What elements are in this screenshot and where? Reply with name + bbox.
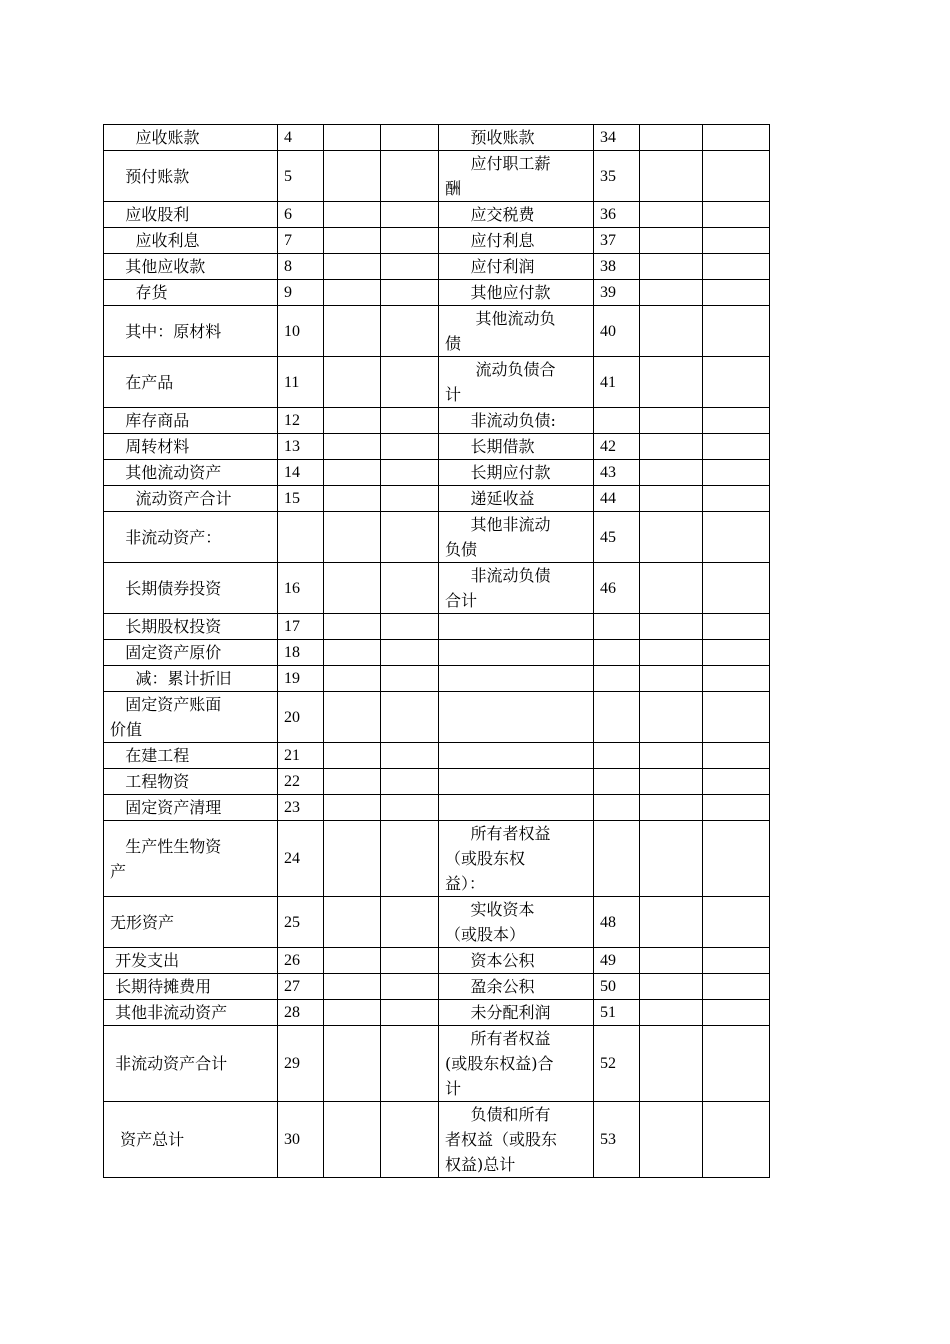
left-line-cell: 21 bbox=[278, 743, 324, 769]
right-year-end-cell bbox=[640, 974, 703, 1000]
right-year-end-cell bbox=[640, 743, 703, 769]
left-line-cell: 20 bbox=[278, 692, 324, 743]
right-year-start-cell bbox=[703, 125, 770, 151]
right-item-cell: 预收账款 bbox=[439, 125, 594, 151]
right-line-cell bbox=[594, 408, 640, 434]
right-item-cell bbox=[439, 614, 594, 640]
left-year-end-cell bbox=[324, 1102, 381, 1178]
right-year-end-cell bbox=[640, 254, 703, 280]
right-year-start-cell bbox=[703, 151, 770, 202]
right-year-start-cell bbox=[703, 1102, 770, 1178]
left-year-start-cell bbox=[381, 1102, 439, 1178]
left-item-cell: 固定资产账面 价值 bbox=[104, 692, 278, 743]
left-item-cell: 流动资产合计 bbox=[104, 486, 278, 512]
right-line-cell: 36 bbox=[594, 202, 640, 228]
left-year-start-cell bbox=[381, 125, 439, 151]
left-line-cell: 8 bbox=[278, 254, 324, 280]
right-year-end-cell bbox=[640, 795, 703, 821]
right-item-cell: 递延收益 bbox=[439, 486, 594, 512]
right-year-start-cell bbox=[703, 306, 770, 357]
table-row bbox=[104, 306, 770, 357]
right-year-end-cell bbox=[640, 486, 703, 512]
right-item-cell: 非流动负债 合计 bbox=[439, 563, 594, 614]
right-line-cell: 41 bbox=[594, 357, 640, 408]
left-year-end-cell bbox=[324, 408, 381, 434]
left-item-cell: 其他非流动资产 bbox=[104, 1000, 278, 1026]
left-line-cell: 12 bbox=[278, 408, 324, 434]
right-line-cell: 46 bbox=[594, 563, 640, 614]
left-line-cell: 10 bbox=[278, 306, 324, 357]
right-year-start-cell bbox=[703, 795, 770, 821]
left-line-cell: 7 bbox=[278, 228, 324, 254]
left-year-start-cell bbox=[381, 280, 439, 306]
right-item-cell: 未分配利润 bbox=[439, 1000, 594, 1026]
right-line-cell bbox=[594, 692, 640, 743]
left-line-cell: 19 bbox=[278, 666, 324, 692]
right-item-cell: 长期借款 bbox=[439, 434, 594, 460]
right-year-end-cell bbox=[640, 769, 703, 795]
table-row bbox=[104, 974, 770, 1000]
left-year-end-cell bbox=[324, 640, 381, 666]
right-item-cell: 应交税费 bbox=[439, 202, 594, 228]
left-year-start-cell bbox=[381, 151, 439, 202]
right-line-cell: 35 bbox=[594, 151, 640, 202]
right-year-end-cell bbox=[640, 151, 703, 202]
table-row bbox=[104, 280, 770, 306]
left-year-start-cell bbox=[381, 614, 439, 640]
right-item-cell: 负债和所有 者权益（或股东 权益)总计 bbox=[439, 1102, 594, 1178]
left-line-cell: 5 bbox=[278, 151, 324, 202]
left-year-start-cell bbox=[381, 434, 439, 460]
right-year-start-cell bbox=[703, 280, 770, 306]
right-item-cell: 流动负债合 计 bbox=[439, 357, 594, 408]
left-year-end-cell bbox=[324, 512, 381, 563]
left-item-cell: 固定资产清理 bbox=[104, 795, 278, 821]
left-year-start-cell bbox=[381, 948, 439, 974]
left-item-cell: 生产性生物资 产 bbox=[104, 821, 278, 897]
left-item-cell: 长期待摊费用 bbox=[104, 974, 278, 1000]
left-line-cell: 17 bbox=[278, 614, 324, 640]
left-year-end-cell bbox=[324, 795, 381, 821]
left-year-start-cell bbox=[381, 202, 439, 228]
right-year-end-cell bbox=[640, 614, 703, 640]
right-year-start-cell bbox=[703, 666, 770, 692]
right-year-end-cell bbox=[640, 512, 703, 563]
right-item-cell bbox=[439, 795, 594, 821]
left-item-cell: 存货 bbox=[104, 280, 278, 306]
right-year-start-cell bbox=[703, 769, 770, 795]
left-line-cell: 14 bbox=[278, 460, 324, 486]
right-line-cell: 42 bbox=[594, 434, 640, 460]
left-item-cell: 库存商品 bbox=[104, 408, 278, 434]
left-year-end-cell bbox=[324, 151, 381, 202]
left-year-start-cell bbox=[381, 1026, 439, 1102]
left-line-cell: 11 bbox=[278, 357, 324, 408]
right-item-cell: 非流动负债: bbox=[439, 408, 594, 434]
left-year-end-cell bbox=[324, 974, 381, 1000]
left-item-cell: 预付账款 bbox=[104, 151, 278, 202]
table-row bbox=[104, 692, 770, 743]
right-item-cell: 应付职工薪 酬 bbox=[439, 151, 594, 202]
right-item-cell bbox=[439, 666, 594, 692]
right-year-end-cell bbox=[640, 640, 703, 666]
left-item-cell: 应收账款 bbox=[104, 125, 278, 151]
right-year-start-cell bbox=[703, 897, 770, 948]
left-year-end-cell bbox=[324, 1000, 381, 1026]
right-line-cell: 51 bbox=[594, 1000, 640, 1026]
left-year-start-cell bbox=[381, 640, 439, 666]
right-year-start-cell bbox=[703, 948, 770, 974]
right-line-cell: 37 bbox=[594, 228, 640, 254]
left-year-start-cell bbox=[381, 769, 439, 795]
table-row bbox=[104, 357, 770, 408]
left-year-end-cell bbox=[324, 306, 381, 357]
right-line-cell: 38 bbox=[594, 254, 640, 280]
left-year-end-cell bbox=[324, 434, 381, 460]
left-year-start-cell bbox=[381, 743, 439, 769]
right-year-start-cell bbox=[703, 434, 770, 460]
table-row bbox=[104, 1102, 770, 1178]
right-year-end-cell bbox=[640, 125, 703, 151]
left-item-cell: 固定资产原价 bbox=[104, 640, 278, 666]
left-item-cell: 开发支出 bbox=[104, 948, 278, 974]
right-year-start-cell bbox=[703, 512, 770, 563]
right-year-end-cell bbox=[640, 460, 703, 486]
table-body bbox=[104, 125, 770, 1178]
table-row bbox=[104, 948, 770, 974]
left-year-end-cell bbox=[324, 563, 381, 614]
right-item-cell: 资本公积 bbox=[439, 948, 594, 974]
right-year-end-cell bbox=[640, 306, 703, 357]
table-row bbox=[104, 640, 770, 666]
right-year-start-cell bbox=[703, 640, 770, 666]
left-line-cell: 30 bbox=[278, 1102, 324, 1178]
right-line-cell bbox=[594, 795, 640, 821]
left-item-cell: 应收利息 bbox=[104, 228, 278, 254]
left-year-start-cell bbox=[381, 512, 439, 563]
right-year-start-cell bbox=[703, 254, 770, 280]
table-row bbox=[104, 666, 770, 692]
left-year-start-cell bbox=[381, 692, 439, 743]
left-year-end-cell bbox=[324, 202, 381, 228]
left-year-end-cell bbox=[324, 228, 381, 254]
left-year-end-cell bbox=[324, 486, 381, 512]
table-row bbox=[104, 228, 770, 254]
left-line-cell: 18 bbox=[278, 640, 324, 666]
right-line-cell: 43 bbox=[594, 460, 640, 486]
right-year-start-cell bbox=[703, 1000, 770, 1026]
right-item-cell: 其他应付款 bbox=[439, 280, 594, 306]
right-year-end-cell bbox=[640, 280, 703, 306]
right-year-end-cell bbox=[640, 563, 703, 614]
right-year-end-cell bbox=[640, 821, 703, 897]
right-line-cell bbox=[594, 821, 640, 897]
table-row bbox=[104, 769, 770, 795]
right-line-cell: 49 bbox=[594, 948, 640, 974]
left-item-cell: 资产总计 bbox=[104, 1102, 278, 1178]
right-year-end-cell bbox=[640, 1102, 703, 1178]
left-line-cell: 26 bbox=[278, 948, 324, 974]
right-year-end-cell bbox=[640, 228, 703, 254]
left-item-cell: 其中：原材料 bbox=[104, 306, 278, 357]
left-year-end-cell bbox=[324, 743, 381, 769]
right-year-start-cell bbox=[703, 563, 770, 614]
right-item-cell bbox=[439, 640, 594, 666]
left-line-cell: 25 bbox=[278, 897, 324, 948]
right-year-start-cell bbox=[703, 486, 770, 512]
right-year-start-cell bbox=[703, 614, 770, 640]
left-year-end-cell bbox=[324, 1026, 381, 1102]
left-year-end-cell bbox=[324, 692, 381, 743]
left-year-start-cell bbox=[381, 460, 439, 486]
right-year-start-cell bbox=[703, 408, 770, 434]
left-item-cell: 减：累计折旧 bbox=[104, 666, 278, 692]
left-line-cell: 23 bbox=[278, 795, 324, 821]
table-row bbox=[104, 1026, 770, 1102]
left-item-cell: 长期股权投资 bbox=[104, 614, 278, 640]
left-year-start-cell bbox=[381, 897, 439, 948]
right-item-cell: 所有者权益 （或股东权 益）： bbox=[439, 821, 594, 897]
right-line-cell: 34 bbox=[594, 125, 640, 151]
right-item-cell: 所有者权益 (或股东权益)合 计 bbox=[439, 1026, 594, 1102]
right-line-cell: 53 bbox=[594, 1102, 640, 1178]
right-item-cell: 其他流动负 债 bbox=[439, 306, 594, 357]
left-item-cell: 其他应收款 bbox=[104, 254, 278, 280]
table-row bbox=[104, 486, 770, 512]
left-year-end-cell bbox=[324, 254, 381, 280]
right-year-end-cell bbox=[640, 434, 703, 460]
left-year-start-cell bbox=[381, 254, 439, 280]
left-year-start-cell bbox=[381, 408, 439, 434]
left-year-start-cell bbox=[381, 563, 439, 614]
left-line-cell: 22 bbox=[278, 769, 324, 795]
left-year-end-cell bbox=[324, 897, 381, 948]
left-year-end-cell bbox=[324, 460, 381, 486]
balance-sheet-table bbox=[103, 124, 770, 1178]
table-row bbox=[104, 1000, 770, 1026]
left-line-cell: 13 bbox=[278, 434, 324, 460]
table-row bbox=[104, 897, 770, 948]
right-year-start-cell bbox=[703, 692, 770, 743]
left-year-start-cell bbox=[381, 228, 439, 254]
left-line-cell: 29 bbox=[278, 1026, 324, 1102]
right-item-cell: 应付利润 bbox=[439, 254, 594, 280]
right-line-cell: 40 bbox=[594, 306, 640, 357]
right-year-end-cell bbox=[640, 692, 703, 743]
right-year-start-cell bbox=[703, 228, 770, 254]
right-year-end-cell bbox=[640, 897, 703, 948]
left-year-start-cell bbox=[381, 974, 439, 1000]
table-row bbox=[104, 125, 770, 151]
table-row bbox=[104, 821, 770, 897]
right-year-end-cell bbox=[640, 666, 703, 692]
table-row bbox=[104, 408, 770, 434]
right-year-end-cell bbox=[640, 1000, 703, 1026]
right-year-start-cell bbox=[703, 743, 770, 769]
right-item-cell: 其他非流动 负债 bbox=[439, 512, 594, 563]
left-line-cell: 15 bbox=[278, 486, 324, 512]
right-item-cell: 实收资本 （或股本） bbox=[439, 897, 594, 948]
left-year-start-cell bbox=[381, 1000, 439, 1026]
left-line-cell: 4 bbox=[278, 125, 324, 151]
left-year-end-cell bbox=[324, 666, 381, 692]
right-line-cell bbox=[594, 614, 640, 640]
left-item-cell: 长期债券投资 bbox=[104, 563, 278, 614]
left-item-cell: 无形资产 bbox=[104, 897, 278, 948]
left-item-cell: 其他流动资产 bbox=[104, 460, 278, 486]
right-year-start-cell bbox=[703, 974, 770, 1000]
table-row bbox=[104, 614, 770, 640]
left-line-cell bbox=[278, 512, 324, 563]
right-line-cell: 39 bbox=[594, 280, 640, 306]
table-row bbox=[104, 434, 770, 460]
left-year-end-cell bbox=[324, 948, 381, 974]
right-line-cell bbox=[594, 666, 640, 692]
left-year-end-cell bbox=[324, 280, 381, 306]
left-item-cell: 工程物资 bbox=[104, 769, 278, 795]
right-item-cell bbox=[439, 692, 594, 743]
left-item-cell: 在产品 bbox=[104, 357, 278, 408]
right-year-start-cell bbox=[703, 1026, 770, 1102]
right-year-start-cell bbox=[703, 202, 770, 228]
right-year-start-cell bbox=[703, 460, 770, 486]
left-line-cell: 6 bbox=[278, 202, 324, 228]
right-year-end-cell bbox=[640, 408, 703, 434]
right-line-cell: 45 bbox=[594, 512, 640, 563]
right-line-cell bbox=[594, 769, 640, 795]
right-item-cell: 应付利息 bbox=[439, 228, 594, 254]
right-year-end-cell bbox=[640, 948, 703, 974]
right-item-cell bbox=[439, 743, 594, 769]
right-year-start-cell bbox=[703, 821, 770, 897]
right-line-cell: 48 bbox=[594, 897, 640, 948]
right-item-cell: 长期应付款 bbox=[439, 460, 594, 486]
table-row bbox=[104, 151, 770, 202]
left-year-end-cell bbox=[324, 125, 381, 151]
table-row bbox=[104, 512, 770, 563]
table-row bbox=[104, 563, 770, 614]
left-year-end-cell bbox=[324, 357, 381, 408]
right-item-cell bbox=[439, 769, 594, 795]
right-line-cell bbox=[594, 640, 640, 666]
right-year-start-cell bbox=[703, 357, 770, 408]
left-item-cell: 在建工程 bbox=[104, 743, 278, 769]
left-line-cell: 24 bbox=[278, 821, 324, 897]
left-year-start-cell bbox=[381, 306, 439, 357]
left-line-cell: 9 bbox=[278, 280, 324, 306]
right-year-end-cell bbox=[640, 1026, 703, 1102]
right-line-cell: 50 bbox=[594, 974, 640, 1000]
left-line-cell: 28 bbox=[278, 1000, 324, 1026]
left-year-end-cell bbox=[324, 614, 381, 640]
right-item-cell: 盈余公积 bbox=[439, 974, 594, 1000]
left-line-cell: 27 bbox=[278, 974, 324, 1000]
left-item-cell: 应收股利 bbox=[104, 202, 278, 228]
right-year-end-cell bbox=[640, 357, 703, 408]
table-row bbox=[104, 795, 770, 821]
table-row bbox=[104, 202, 770, 228]
left-item-cell: 非流动资产： bbox=[104, 512, 278, 563]
left-year-start-cell bbox=[381, 821, 439, 897]
left-item-cell: 非流动资产合计 bbox=[104, 1026, 278, 1102]
left-year-start-cell bbox=[381, 486, 439, 512]
table-row bbox=[104, 460, 770, 486]
left-item-cell: 周转材料 bbox=[104, 434, 278, 460]
right-year-end-cell bbox=[640, 202, 703, 228]
left-line-cell: 16 bbox=[278, 563, 324, 614]
left-year-start-cell bbox=[381, 357, 439, 408]
left-year-end-cell bbox=[324, 769, 381, 795]
right-line-cell: 52 bbox=[594, 1026, 640, 1102]
left-year-end-cell bbox=[324, 821, 381, 897]
table-row bbox=[104, 254, 770, 280]
right-line-cell bbox=[594, 743, 640, 769]
table-row bbox=[104, 743, 770, 769]
right-line-cell: 44 bbox=[594, 486, 640, 512]
left-year-start-cell bbox=[381, 795, 439, 821]
left-year-start-cell bbox=[381, 666, 439, 692]
